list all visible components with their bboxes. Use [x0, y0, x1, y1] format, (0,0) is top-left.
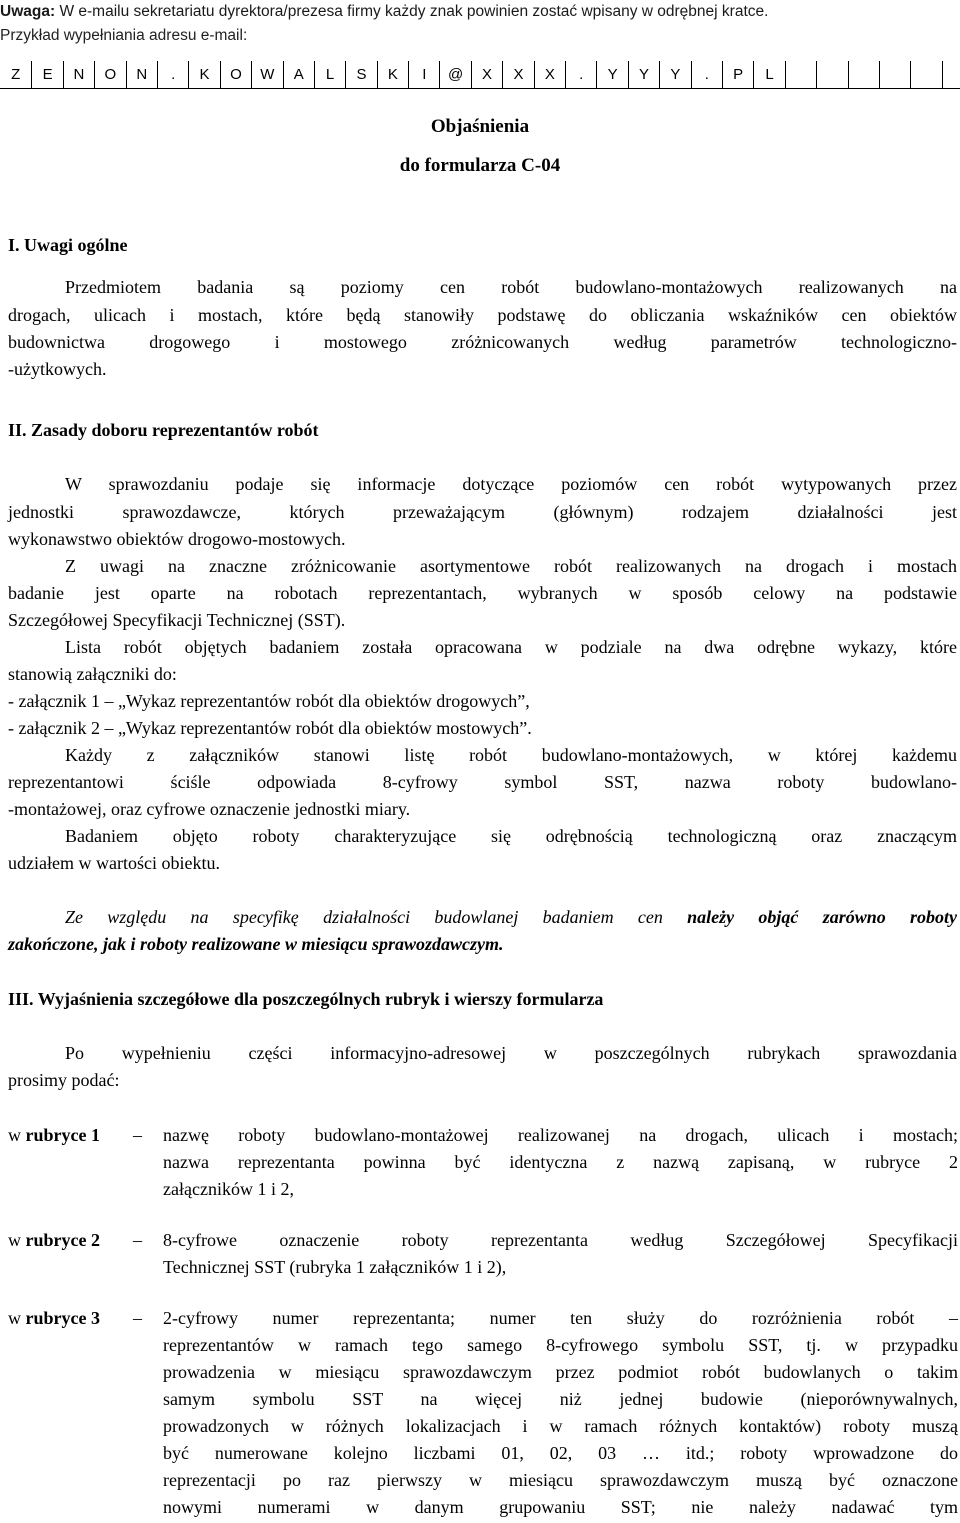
email-char-cell: E [31, 61, 62, 89]
section-heading-1: I. Uwagi ogólne [8, 235, 128, 255]
item-prefix: w [8, 1230, 21, 1250]
email-char-cell: O [220, 61, 251, 89]
item-text-line: reprezentacji po raz pierwszy w miesiącu sprawozdawczym muszą być oznaczone [163, 1470, 958, 1490]
email-char-cell: L [314, 61, 345, 89]
paragraph-line: stanowią załączniki do: [8, 664, 177, 684]
item-text-line: być numerowane kolejno liczbami 01, 02, 03 … itd.; roboty wprowadzone do [163, 1443, 958, 1463]
email-char-cell: S [345, 61, 376, 89]
note-text: Ze względu na specyfikę działalności budowlanej badaniem cen [65, 907, 663, 927]
item-text-line: 8-cyfrowe oznaczenie roboty reprezentanta według Szczegółowej Specyfikacji [163, 1230, 958, 1250]
email-char-cell: Z [0, 61, 31, 89]
list-item: - załącznik 1 – „Wykaz reprezentantów robót dla obiektów drogowych”, [8, 691, 530, 711]
notice-line [0, 4, 768, 20]
email-char-cell: P [722, 61, 753, 89]
note-emphasis: należy objąć zarówno roboty [687, 907, 957, 927]
item-text-line: nazwę roboty budowlano-montażowej realizowanej na drogach, ulicach i mostach; [163, 1125, 958, 1145]
email-char-cell [848, 61, 879, 89]
item-dash: – [133, 1308, 142, 1328]
paragraph-line: jednostki sprawozdawcze, których przeważającym (głównym) rodzajem działalności jest [8, 502, 957, 522]
email-char-cell: A [283, 61, 314, 89]
paragraph-line: Lista robót objętych badaniem została opracowana w podziale na dwa odrębne wykazy, które [65, 637, 957, 657]
page-title: Objaśnienia [430, 116, 530, 137]
item-dash: – [133, 1230, 142, 1250]
email-char-cell: . [691, 61, 722, 89]
item-dash: – [133, 1125, 142, 1145]
item-text-line: prowadzonych w różnych lokalizacjach i w ramach różnych kontaktów) roboty muszą [163, 1416, 958, 1436]
paragraph-line: prosimy podać: [8, 1070, 120, 1090]
email-char-cell: Y [596, 61, 627, 89]
paragraph-line: W sprawozdaniu podaje się informacje dotyczące poziomów cen robót wytypowanych przez [65, 474, 957, 494]
paragraph-line: badanie jest oparte na robotach reprezentantach, wybranych w sposób celowy na podstawie [8, 583, 957, 603]
email-char-cell: X [534, 61, 565, 89]
paragraph-line: -użytkowych. [8, 359, 107, 379]
item-text-line: 2-cyfrowy numer reprezentanta; numer ten służy do rozróżnienia robót – [163, 1308, 958, 1328]
email-char-cell: K [188, 61, 219, 89]
paragraph-line: Badaniem objęto roboty charakteryzujące się odrębnością technologiczną oraz znaczącym [65, 826, 957, 846]
paragraph-line: reprezentantowi ściśle odpowiada 8-cyfrowy symbol SST, nazwa roboty budowlano- [8, 772, 957, 792]
paragraph-line: budownictwa drogowego i mostowego zróżnicowanych według parametrów technologiczno- [8, 332, 957, 352]
notice-text: W e-mailu sekretariatu dyrektora/prezesa firmy każdy znak powinien zostać wpisany w odrębnej kratce. [59, 3, 769, 20]
email-char-cell [910, 61, 941, 89]
item-text-line: nazwa reprezentanta powinna być identyczna z nazwą zapisaną, w rubryce 2 [163, 1152, 958, 1172]
item-rubric: rubryce 1 [25, 1125, 100, 1145]
list-item: - załącznik 2 – „Wykaz reprezentantów robót dla obiektów mostowych”. [8, 718, 532, 738]
item-text-line: prowadzenia w miesiącu sprawozdawczym przez podmiot robót budowlanych o takim [163, 1362, 958, 1382]
paragraph-line: Szczegółowej Specyfikacji Technicznej (SST). [8, 610, 346, 630]
item-label [8, 1231, 100, 1249]
email-char-cell: W [251, 61, 282, 89]
notice-example: Przykład wypełniania adresu e-mail: [0, 27, 248, 44]
email-char-cell [816, 61, 847, 89]
item-prefix: w [8, 1125, 21, 1145]
item-text-line: załączników 1 i 2, [163, 1179, 294, 1199]
email-char-cell: O [94, 61, 125, 89]
paragraph-line: Z uwagi na znaczne zróżnicowanie asortymentowe robót realizowanych na drogach i mostach [65, 556, 957, 576]
email-char-cell: N [126, 61, 157, 89]
email-char-cell: I [408, 61, 439, 89]
email-char-cell: . [157, 61, 188, 89]
notice-label: Uwaga: [0, 3, 56, 20]
email-char-cell: L [753, 61, 784, 89]
paragraph-line: Przedmiotem badania są poziomy cen robót budowlano-montażowych realizowanych na [65, 277, 957, 297]
paragraph-line: Po wypełnieniu części informacyjno-adresowej w poszczególnych rubrykach sprawozdania [65, 1043, 957, 1063]
email-char-cell: . [565, 61, 596, 89]
paragraph-line: wykonawstwo obiektów drogowo-mostowych. [8, 529, 346, 549]
item-prefix: w [8, 1308, 21, 1328]
item-rubric: rubryce 2 [25, 1230, 100, 1250]
item-text-line: Technicznej SST (rubryka 1 załączników 1 i 2), [163, 1257, 507, 1277]
paragraph-line: Każdy z załączników stanowi listę robót budowlano-montażowych, w której każdemu [65, 745, 957, 765]
page-subtitle: do formularza C-04 [399, 155, 561, 176]
item-text-line: samym symbolu SST na więcej niż jednej budowie (nieporównywalnych, [163, 1389, 958, 1409]
email-char-cell: @ [439, 61, 470, 89]
email-char-cell: K [377, 61, 408, 89]
note-emphasis-line: zakończone, jak i roboty realizowane w miesiącu sprawozdawczym. [8, 934, 504, 954]
item-label [8, 1126, 100, 1144]
item-label [8, 1309, 100, 1327]
paragraph-line: udziałem w wartości obiektu. [8, 853, 220, 873]
section-heading-2: II. Zasady doboru reprezentantów robót [8, 420, 319, 440]
email-char-cell [785, 61, 816, 89]
email-char-cell: Y [659, 61, 690, 89]
item-text-line: nowymi numerami w danym grupowaniu SST; nie należy nadawać tym [163, 1497, 958, 1517]
note-line [65, 908, 957, 926]
item-text-line: reprezentantów w ramach tego samego 8-cyfrowego symbolu SST, tj. w przypadku [163, 1335, 958, 1355]
section-heading-3: III. Wyjaśnienia szczegółowe dla poszczególnych rubryk i wierszy formularza [8, 989, 604, 1009]
email-char-cell [879, 61, 910, 89]
email-char-cell: N [63, 61, 94, 89]
paragraph-line: -montażowej, oraz cyfrowe oznaczenie jednostki miary. [8, 799, 411, 819]
email-char-cell: X [471, 61, 502, 89]
email-char-cell: X [502, 61, 533, 89]
item-rubric: rubryce 3 [25, 1308, 100, 1328]
paragraph-line: drogach, ulicach i mostach, które będą stanowiły podstawę do obliczania wskaźników cen obiektów [8, 305, 957, 325]
email-char-cell [942, 61, 960, 89]
email-char-cell: Y [628, 61, 659, 89]
email-example-grid [0, 61, 960, 89]
